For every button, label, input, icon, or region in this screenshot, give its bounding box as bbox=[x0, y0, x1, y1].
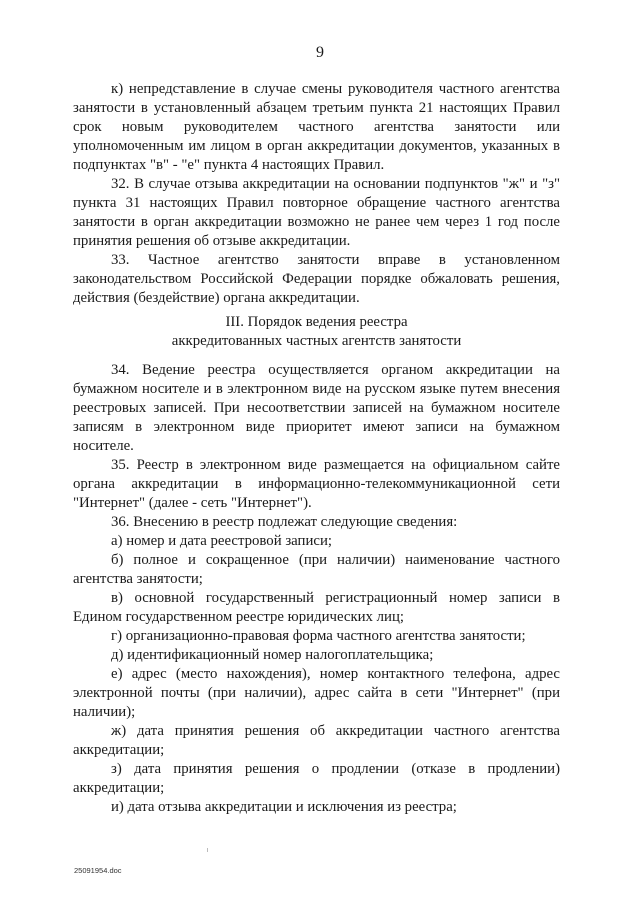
list-item-v: в) основной государственный регистрационный номер записи в Едином государственном реестре юридических лиц; bbox=[73, 590, 560, 625]
paragraph-35: 35. Реестр в электронном виде размещается на официальном сайте органа аккредитации в информационно-телекоммуникационной сети "Интернет" (далее - сеть "Интернет"). bbox=[73, 457, 560, 511]
list-item-e: е) адрес (место нахождения), номер контактного телефона, адрес электронной почты (при наличии), адрес сайта в сети "Интернет" (при наличии); bbox=[73, 666, 560, 720]
document-body bbox=[73, 80, 560, 817]
list-item-d: д) идентификационный номер налогоплательщика; bbox=[111, 647, 434, 663]
paragraph-34: 34. Ведение реестра осуществляется органом аккредитации на бумажном носителе и в электронном виде на русском языке путем внесения реестровых записей. При несоответствии записей на бумажном носителе записям в электронном виде приоритет имеют записи на бумажном носителе. bbox=[73, 362, 560, 454]
paragraph-33: 33. Частное агентство занятости вправе в установленном законодательством Российской Федерации порядке обжаловать решения, действия (бездействие) органа аккредитации. bbox=[73, 252, 560, 306]
list-item-i: и) дата отзыва аккредитации и исключения из реестра; bbox=[111, 799, 457, 815]
list-item-zh: ж) дата принятия решения об аккредитации частного агентства аккредитации; bbox=[73, 723, 560, 758]
paragraph-k: к) непредставление в случае смены руководителя частного агентства занятости в установленный абзацем третьим пункта 21 настоящих Правил срок новым руководителем частного агентства занятости или уполномоченным им лицом в орган аккредитации документов, указанных в подпунктах "в" - "е" пункта 4 настоящих Правил. bbox=[73, 81, 560, 173]
paragraph-36: 36. Внесению в реестр подлежат следующие сведения: bbox=[111, 514, 458, 530]
section-heading-line2: аккредитованных частных агентств занятости bbox=[171, 333, 462, 349]
footer-filename: 25091954.doc bbox=[74, 866, 122, 875]
page-number: 9 bbox=[316, 44, 324, 61]
footer-mark bbox=[207, 848, 208, 852]
list-item-b: б) полное и сокращенное (при наличии) наименование частного агентства занятости; bbox=[73, 552, 560, 587]
section-heading bbox=[73, 313, 560, 351]
section-heading-line1: III. Порядок ведения реестра bbox=[225, 314, 408, 330]
list-item-z: з) дата принятия решения о продлении (отказе в продлении) аккредитации; bbox=[73, 761, 560, 796]
list-item-a: а) номер и дата реестровой записи; bbox=[111, 533, 332, 549]
paragraph-32: 32. В случае отзыва аккредитации на основании подпунктов "ж" и "з" пункта 31 настоящих Правил повторное обращение частного агентства занятости в орган аккредитации возможно не ранее чем через 1 год после принятия решения об отзыве аккредитации. bbox=[73, 176, 560, 249]
list-item-g: г) организационно-правовая форма частного агентства занятости; bbox=[111, 628, 526, 644]
